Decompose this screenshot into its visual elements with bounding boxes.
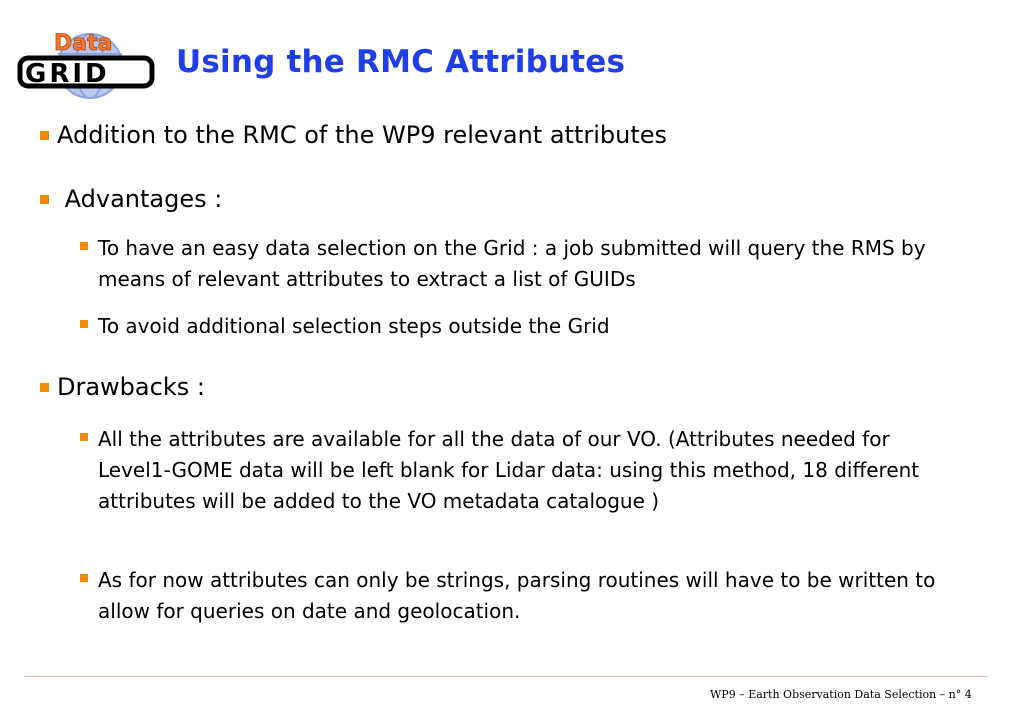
bullet-advantages	[40, 184, 222, 214]
sub-bullet-square-icon	[80, 433, 88, 441]
datagrid-logo	[16, 28, 156, 100]
sub-bullet-strings-only	[80, 565, 968, 627]
bullet-square-icon	[40, 131, 49, 140]
sub-bullet-text: All the attributes are available for all the data of our VO. (Attributes needed for Level1-GOME data will be left blank for Lidar data: using this method, 18 different attributes will be added to the VO metadata catalogue )	[98, 427, 920, 513]
logo-grid-text: GRID	[25, 59, 110, 89]
sub-bullet-easy-selection	[80, 233, 968, 295]
bullet-text: Drawbacks :	[57, 373, 205, 401]
sub-bullet-all-attributes	[80, 424, 968, 517]
logo-data-text: Data	[54, 31, 113, 56]
bullet-drawbacks	[40, 372, 205, 402]
bullet-addition	[40, 120, 667, 150]
slide-title: Using the RMC Attributes	[176, 44, 626, 80]
sub-bullet-text: To avoid additional selection steps outside the Grid	[98, 314, 610, 338]
bullet-square-icon	[40, 383, 49, 392]
bullet-text: Addition to the RMC of the WP9 relevant attributes	[57, 121, 668, 149]
sub-bullet-square-icon	[80, 574, 88, 582]
sub-bullet-avoid-steps	[80, 311, 968, 342]
footer-text: WP9 – Earth Observation Data Selection – n° 4	[710, 688, 972, 701]
footer-divider	[24, 676, 988, 677]
sub-bullet-text: As for now attributes can only be strings, parsing routines will have to be written to allow for queries on date and geolocation.	[98, 568, 936, 623]
sub-bullet-square-icon	[80, 242, 88, 250]
bullet-square-icon	[40, 195, 49, 204]
sub-bullet-square-icon	[80, 320, 88, 328]
sub-bullet-text: To have an easy data selection on the Grid : a job submitted will query the RMS by means of relevant attributes to extract a list of GUIDs	[98, 236, 926, 291]
bullet-text: Advantages :	[57, 185, 223, 213]
